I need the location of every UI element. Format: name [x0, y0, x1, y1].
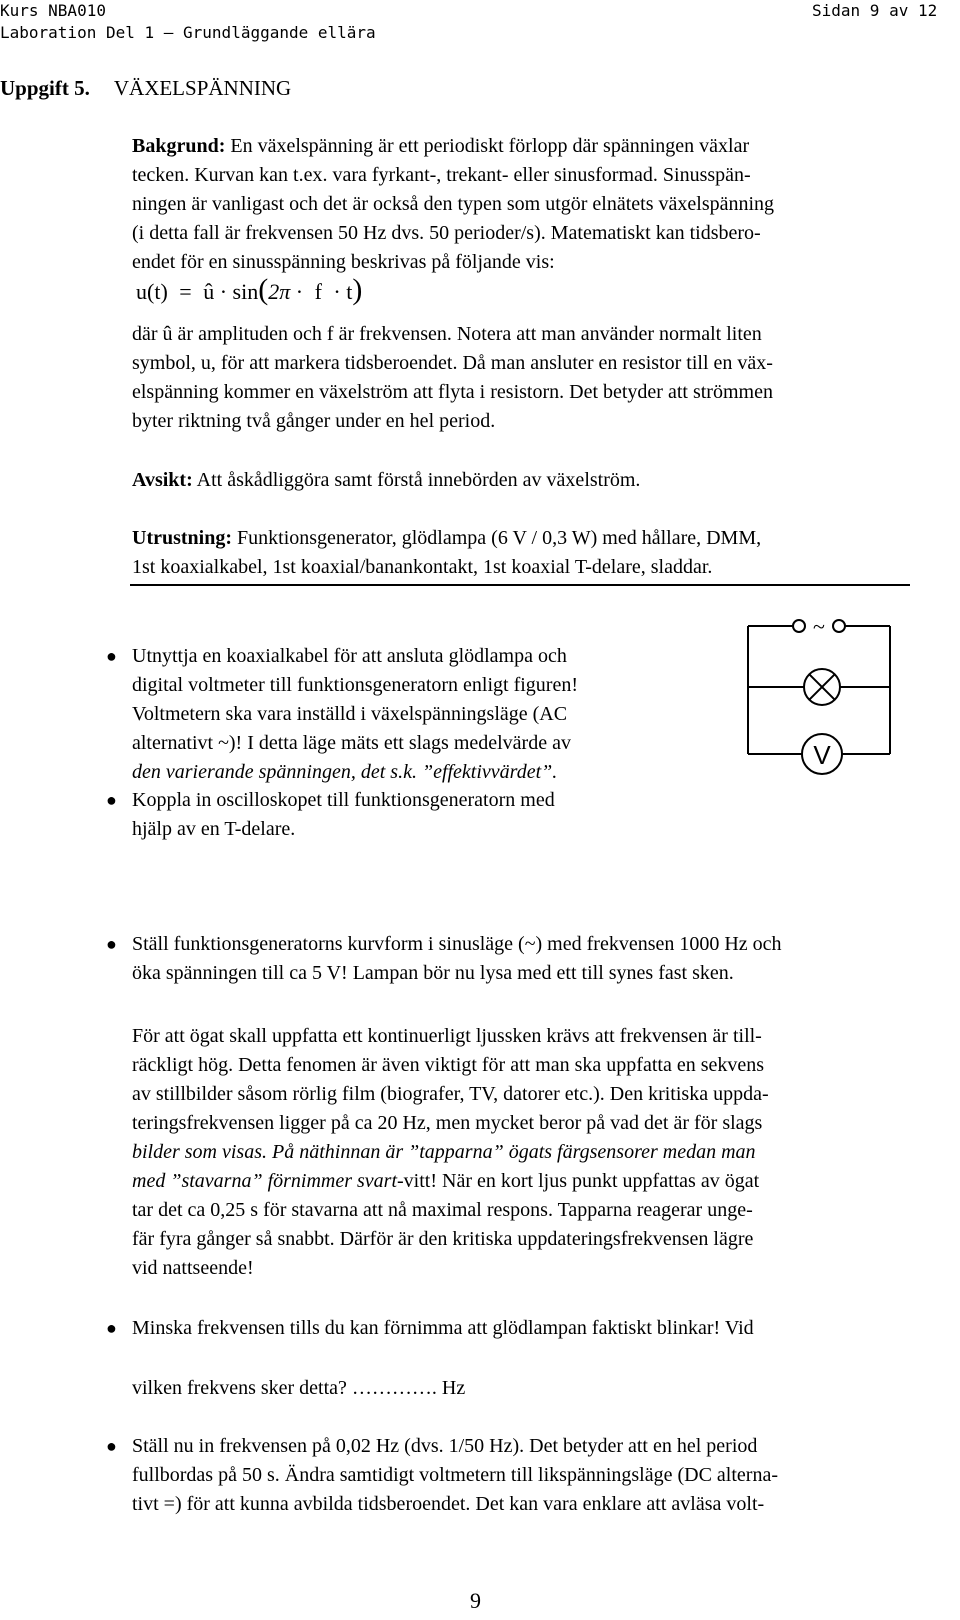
text-line: där û är amplituden och f är frekvensen. Notera att man använder normalt liten — [132, 323, 762, 345]
formula-dot: · — [219, 279, 228, 304]
text-line: tar det ca 0,25 s för stavarna att nå maximal respons. Tapparna reagerar unge- — [132, 1199, 753, 1221]
text-line: byter riktning två gånger under en hel period. — [132, 410, 496, 432]
bullet-icon: ● — [106, 1318, 117, 1338]
bullet-connect — [132, 642, 578, 787]
text-line: hjälp av en T-delare. — [132, 818, 296, 840]
text-line: fär fyra gånger så snabbt. Därför är den kritiska uppdateringsfrekvensen lägre — [132, 1228, 754, 1250]
equipment-section — [132, 524, 761, 582]
header-course: Kurs NBA010 — [0, 1, 106, 20]
background-line: (i detta fall är frekvensen 50 Hz dvs. 50 perioder/s). Matematiskt kan tidsbero- — [132, 222, 761, 244]
terminal-right-icon — [833, 620, 845, 632]
text-line: symbol, u, för att markera tidsberoendet. Då man ansluter en resistor till en väx- — [132, 352, 773, 374]
equipment-line: 1st koaxialkabel, 1st koaxial/banankontakt, 1st koaxial T-delare, sladdar. — [132, 556, 713, 578]
task-title: VÄXELSPÄNNING — [113, 76, 292, 100]
bullet-icon: ● — [106, 646, 117, 666]
equipment-label: Utrustning: — [132, 527, 233, 549]
text-line: tivt =) för att kunna avbilda tidsberoendet. Det kan vara enklare att avläsa volt- — [132, 1493, 765, 1515]
ac-source-symbol: ~ — [813, 614, 825, 639]
text-line: teringsfrekvensen ligger på ca 20 Hz, men mycket beror på vad det är för slags — [132, 1112, 763, 1134]
text-line: bilder som visas. På näthinnan är ”tapparna” ögats färgsensorer medan man — [132, 1141, 756, 1163]
text-line: vid nattseende! — [132, 1257, 254, 1279]
text-line: öka spänningen till ca 5 V! Lampan bör nu lysa med ett till synes fast sken. — [132, 962, 734, 984]
formula-amp: û — [203, 279, 215, 304]
formula-f: f — [314, 279, 322, 304]
text-line: digital voltmeter till funktionsgeneratorn enligt figuren! — [132, 674, 578, 696]
footer-page-number: 9 — [470, 1588, 481, 1613]
bullet-sine-mode — [132, 930, 782, 988]
formula-paren: ) — [352, 273, 363, 306]
header-lab: Laboration Del 1 – Grundläggande ellära — [0, 23, 376, 42]
background-line: Bakgrund: En växelspänning är ett periodiskt förlopp där spänningen växlar — [132, 135, 750, 157]
bullet-icon: ● — [106, 1436, 117, 1456]
bullet-low-frequency — [132, 1432, 778, 1519]
background-label: Bakgrund: — [132, 135, 226, 157]
terminal-left-icon — [793, 620, 805, 632]
task-label: Uppgift 5. — [0, 76, 90, 100]
background-line: ningen är vanligast och det är också den typen som utgör elnätets växelspänning — [132, 193, 775, 215]
formula-sin: sin — [232, 279, 259, 304]
equipment-line: Utrustning: Funktionsgenerator, glödlampa (6 V / 0,3 W) med hållare, DMM, — [132, 527, 762, 549]
circuit-diagram — [740, 612, 910, 792]
text-line: fullbordas på 50 s. Ändra samtidigt voltmetern till likspänningsläge (DC alterna- — [132, 1464, 778, 1486]
formula-two-pi: 2π — [268, 279, 291, 304]
bullet-icon: ● — [106, 790, 117, 810]
perception-paragraph — [132, 1022, 769, 1283]
background-line: tecken. Kurvan kan t.ex. vara fyrkant-, trekant- eller sinusformad. Sinusspän- — [132, 164, 751, 186]
background-line: endet för en sinusspänning beskrivas på följande vis: — [132, 251, 555, 273]
formula-dot: · — [333, 279, 341, 304]
bullet-icon: ● — [106, 934, 117, 954]
text-line: För att ögat skall uppfatta ett kontinuerligt ljussken krävs att frekvensen är till- — [132, 1025, 762, 1047]
purpose-label: Avsikt: — [132, 469, 193, 491]
voltmeter-label: V — [813, 740, 831, 770]
purpose-section — [132, 466, 640, 495]
sine-formula — [136, 275, 362, 307]
formula-paren: ( — [258, 273, 269, 306]
section-divider — [130, 584, 910, 586]
text-line: av stillbilder såsom rörlig film (biografer, TV, datorer etc.). Den kritiska uppda- — [132, 1083, 769, 1105]
purpose-text: Att åskådliggöra samt förstå innebörden av växelström. — [196, 469, 641, 491]
text-line: Utnyttja en koaxialkabel för att ansluta glödlampa och — [132, 645, 567, 667]
formula-t: t — [346, 279, 353, 304]
text-line: den varierande spänningen, det s.k. ”effektivvärdet”. — [132, 761, 558, 783]
text-line: alternativt ~)! I detta läge mäts ett slags medelvärde av — [132, 732, 571, 754]
text-line: med ”stavarna” förnimmer svart-vitt! När en kort ljus punkt uppfattas av ögat — [132, 1170, 760, 1192]
text-line: räckligt hög. Detta fenomen är även viktigt för att man ska uppfatta en sekvens — [132, 1054, 765, 1076]
text-line: Ställ funktionsgeneratorns kurvform i sinusläge (~) med frekvensen 1000 Hz och — [132, 933, 782, 955]
formula-eq: = — [179, 279, 192, 304]
header-page: Sidan 9 av 12 — [812, 1, 938, 20]
text-line: Ställ nu in frekvensen på 0,02 Hz (dvs. 1/50 Hz). Det betyder att en hel period — [132, 1435, 758, 1457]
background-section — [132, 132, 774, 277]
text-line: elspänning kommer en växelström att flyta i resistorn. Det betyder att strömmen — [132, 381, 773, 403]
text-line: Koppla in oscilloskopet till funktionsgeneratorn med — [132, 789, 555, 811]
after-formula-section — [132, 320, 773, 436]
task-heading — [0, 74, 291, 103]
bullet-flicker-line1: Minska frekvensen tills du kan förnimma att glödlampan faktiskt blinkar! Vid — [132, 1317, 754, 1339]
text-line: Voltmetern ska vara inställd i växelspänningsläge (AC — [132, 703, 568, 725]
bullet-flicker-question: vilken frekvens sker detta? …………. Hz — [132, 1377, 466, 1399]
bullet-oscilloscope — [132, 786, 555, 844]
formula-lhs: u(t) — [136, 279, 168, 304]
formula-dot: · — [295, 279, 304, 304]
